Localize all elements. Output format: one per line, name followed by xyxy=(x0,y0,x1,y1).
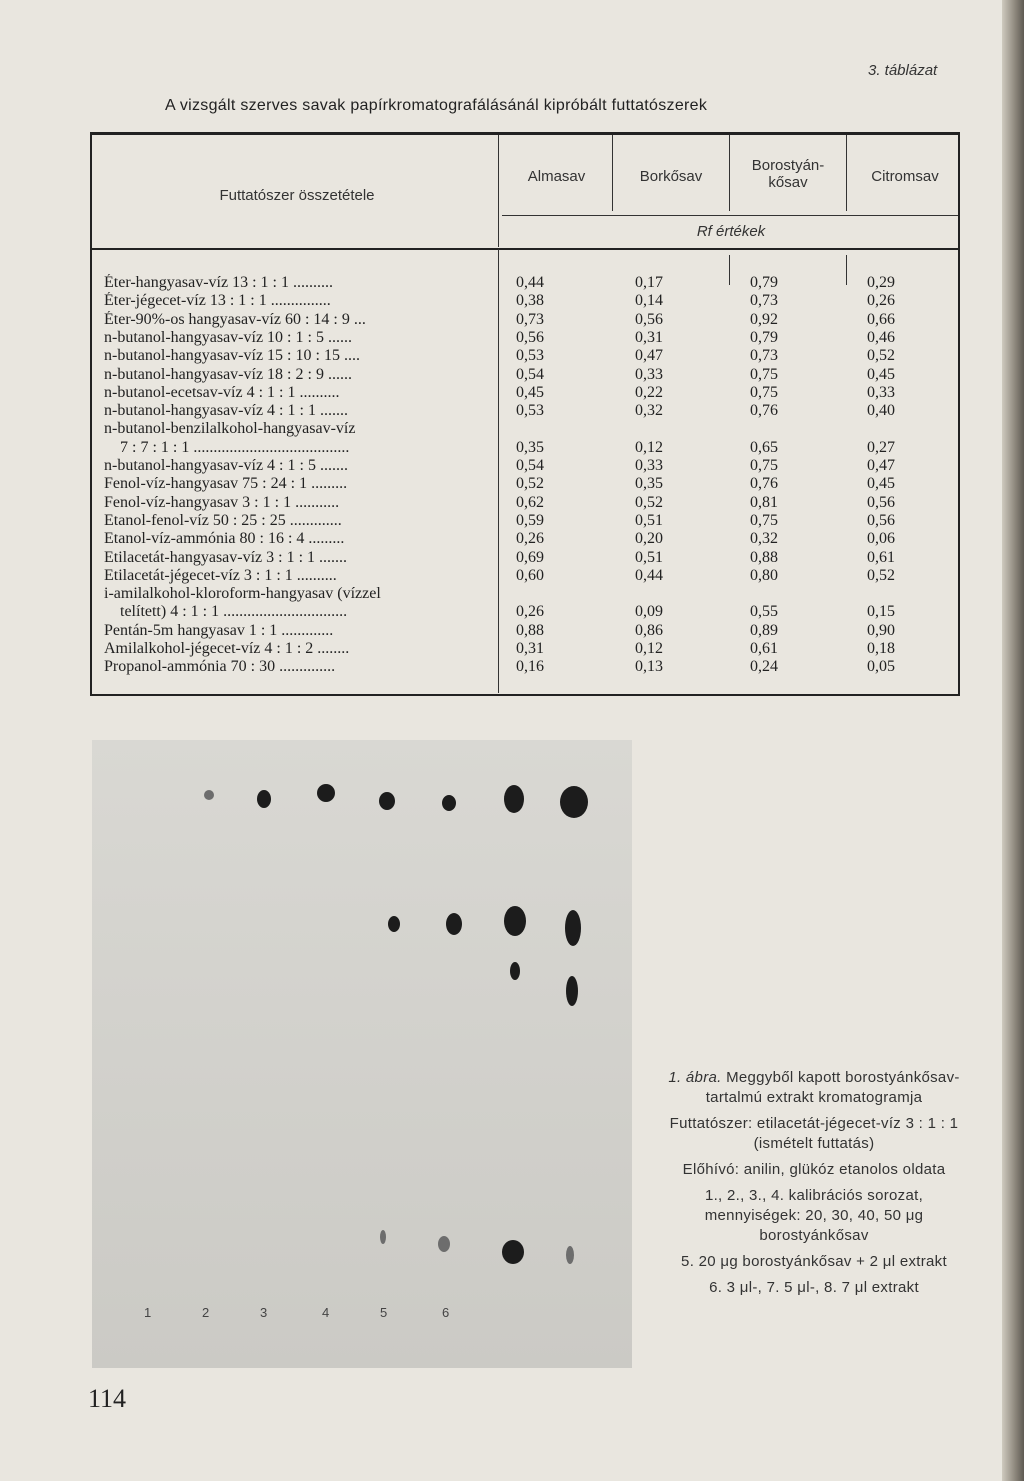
rf-value: 0,65 xyxy=(750,438,778,456)
chromatogram-spot xyxy=(380,1230,386,1244)
chromatogram-spot xyxy=(388,916,400,932)
header-divider xyxy=(729,135,730,211)
table-title: A vizsgált szerves savak papírkromatografálásánál kipróbált futtatószerek xyxy=(165,97,708,114)
solvent-name: n-butanol-hangyasav-víz 15 : 10 : 15 .... xyxy=(104,347,360,365)
rf-value: 0,73 xyxy=(750,347,778,365)
col-header-borostyankosav: Borostyán-kősav xyxy=(751,157,825,191)
rf-value: 0,13 xyxy=(635,658,663,676)
rf-value: 0,52 xyxy=(635,493,663,511)
chromatogram-spot xyxy=(510,962,520,980)
rf-value: 0,88 xyxy=(750,548,778,566)
chromatogram-spot xyxy=(204,790,214,800)
rf-value: 0,16 xyxy=(516,658,544,676)
solvent-name: 7 : 7 : 1 : 1 ....................................... xyxy=(120,438,350,456)
rf-value: 0,44 xyxy=(516,274,544,291)
rf-value: 0,45 xyxy=(867,475,895,493)
rf-value: 0,53 xyxy=(516,402,544,420)
rf-value: 0,75 xyxy=(750,365,778,383)
body-divider xyxy=(729,255,730,285)
rf-value: 0,33 xyxy=(635,457,663,474)
col-header-borkosav: Borkősav xyxy=(639,168,703,185)
solvent-name: Fenol-víz-hangyasav 3 : 1 : 1 ........... xyxy=(104,493,340,511)
rf-value: 0,54 xyxy=(516,457,544,474)
rf-value: 0,32 xyxy=(635,402,663,420)
solvent-name: Propanol-ammónia 70 : 30 .............. xyxy=(104,658,336,676)
rf-value: 0,56 xyxy=(867,493,895,511)
chromatogram-photo xyxy=(92,740,632,1368)
page-edge-shadow xyxy=(1002,0,1024,1481)
col-header-solvent: Futtatószer összetétele xyxy=(219,187,375,204)
rf-value: 0,45 xyxy=(867,365,895,383)
rf-value: 0,20 xyxy=(635,530,663,548)
rf-value: 0,46 xyxy=(867,328,895,346)
rf-value: 0,26 xyxy=(516,603,544,621)
body-divider xyxy=(846,255,847,285)
rf-value: 0,12 xyxy=(635,640,663,657)
caption-sample5: 5. 20 μg borostyánkősav + 2 μl extrakt xyxy=(681,1253,947,1270)
solvent-name: Etanol-fenol-víz 50 : 25 : 25 ............. xyxy=(104,511,342,529)
chromatogram-spot xyxy=(566,1246,574,1264)
rf-value: 0,05 xyxy=(867,658,895,676)
rf-value: 0,31 xyxy=(516,640,544,657)
rf-value: 0,61 xyxy=(867,548,895,566)
lane-label: 5 xyxy=(380,1305,388,1320)
chromatogram-spot xyxy=(379,792,395,810)
rf-value: 0,24 xyxy=(750,658,778,676)
rf-values-header: Rf értékek xyxy=(696,223,766,240)
rf-value: 0,45 xyxy=(516,383,544,401)
lane-label: 4 xyxy=(322,1305,330,1320)
rf-value: 0,52 xyxy=(867,347,895,365)
lane-label: 3 xyxy=(260,1305,268,1320)
rf-value: 0,38 xyxy=(516,292,544,310)
figure-number: 1. ábra. xyxy=(668,1069,722,1086)
caption-title: Meggyből kapott borostyánkősav-tartalmú extrakt kromatogramja xyxy=(705,1069,960,1106)
solvent-name: n-butanol-hangyasav-víz 10 : 1 : 5 ...... xyxy=(104,328,352,346)
chromatogram-spot xyxy=(438,1236,450,1252)
rf-value: 0,55 xyxy=(750,603,778,621)
rf-value: 0,73 xyxy=(750,292,778,310)
header-divider xyxy=(846,135,847,211)
solvent-name: n-butanol-hangyasav-víz 4 : 1 : 5 ....... xyxy=(104,457,348,474)
rf-value: 0,32 xyxy=(750,530,778,548)
rf-value: 0,27 xyxy=(867,438,895,456)
rf-value: 0,33 xyxy=(635,365,663,383)
table-label: 3. táblázat xyxy=(868,62,938,79)
rf-value: 0,26 xyxy=(867,292,895,310)
solvent-name: n-butanol-hangyasav-víz 4 : 1 : 1 ....... xyxy=(104,402,348,420)
rf-value: 0,51 xyxy=(635,511,663,529)
rf-divider xyxy=(502,215,958,216)
rf-value: 0,92 xyxy=(750,310,778,328)
chromatogram-spot xyxy=(442,795,456,811)
rf-value: 0,89 xyxy=(750,621,778,639)
solvent-name: Éter-hangyasav-víz 13 : 1 : 1 .......... xyxy=(104,274,333,291)
rf-value: 0,35 xyxy=(516,438,544,456)
chromatogram-spot xyxy=(446,913,462,935)
lane-label: 2 xyxy=(202,1305,210,1320)
chromatogram-spot xyxy=(257,790,271,808)
chromatogram-spot xyxy=(560,786,588,818)
figure-caption xyxy=(664,1068,964,1304)
solvent-name: Amilalkohol-jégecet-víz 4 : 1 : 2 ........ xyxy=(104,640,350,657)
rf-value: 0,17 xyxy=(635,274,663,291)
rf-value: 0,40 xyxy=(867,402,895,420)
rf-value: 0,54 xyxy=(516,365,544,383)
chromatogram-spot xyxy=(502,1240,524,1264)
rf-value: 0,12 xyxy=(635,438,663,456)
rf-value: 0,62 xyxy=(516,493,544,511)
solvent-name: telített) 4 : 1 : 1 ............................... xyxy=(120,603,348,621)
rf-value: 0,18 xyxy=(867,640,895,657)
rf-value: 0,06 xyxy=(867,530,895,548)
solvent-name: Fenol-víz-hangyasav 75 : 24 : 1 ......... xyxy=(104,475,348,493)
header-bottom-rule xyxy=(92,248,958,250)
rf-value: 0,52 xyxy=(516,475,544,493)
rf-value: 0,51 xyxy=(635,548,663,566)
data-table xyxy=(90,132,960,696)
rf-value: 0,31 xyxy=(635,328,663,346)
rf-value: 0,75 xyxy=(750,383,778,401)
solvent-name: n-butanol-ecetsav-víz 4 : 1 : 1 .......... xyxy=(104,383,340,401)
solvent-name: n-butanol-hangyasav-víz 18 : 2 : 9 ...... xyxy=(104,365,352,383)
rf-value: 0,56 xyxy=(635,310,663,328)
lane-label: 1 xyxy=(144,1305,152,1320)
caption-samples: 6. 3 μl-, 7. 5 μl-, 8. 7 μl extrakt xyxy=(709,1279,919,1296)
rf-value: 0,26 xyxy=(516,530,544,548)
rf-value: 0,22 xyxy=(635,383,663,401)
rf-value: 0,86 xyxy=(635,621,663,639)
rf-value: 0,52 xyxy=(867,566,895,584)
solvent-name: i-amilalkohol-kloroform-hangyasav (vízzel xyxy=(104,585,381,603)
rf-value: 0,59 xyxy=(516,511,544,529)
solvent-name: Etanol-víz-ammónia 80 : 16 : 4 ......... xyxy=(104,530,345,548)
rf-value: 0,66 xyxy=(867,310,895,328)
rf-value: 0,47 xyxy=(635,347,663,365)
rf-value: 0,56 xyxy=(867,511,895,529)
caption-calibration: 1., 2., 3., 4. kalibrációs sorozat, mennyiségek: 20, 30, 40, 50 μg borostyánkősav xyxy=(704,1187,924,1244)
caption-solvent: Futtatószer: etilacetát-jégecet-víz 3 : 1 : 1 (ismételt futtatás) xyxy=(669,1115,959,1152)
col-header-citromsav: Citromsav xyxy=(871,168,939,185)
rf-value: 0,79 xyxy=(750,274,778,291)
solvent-name: Etilacetát-jégecet-víz 3 : 1 : 1 .......... xyxy=(104,566,337,584)
rf-value: 0,29 xyxy=(867,274,895,291)
solvent-name: n-butanol-benzilalkohol-hangyasav-víz xyxy=(104,420,356,438)
rf-value: 0,35 xyxy=(635,475,663,493)
chromatogram-spot xyxy=(317,784,335,802)
page-number: 114 xyxy=(88,1384,127,1413)
header-divider xyxy=(612,135,613,211)
chromatogram-spot xyxy=(566,976,578,1006)
rf-value: 0,47 xyxy=(867,457,895,474)
rf-value: 0,09 xyxy=(635,603,663,621)
chromatogram-spot xyxy=(565,910,581,946)
chromatogram-spot xyxy=(504,785,524,813)
rf-value: 0,90 xyxy=(867,621,895,639)
header-divider xyxy=(498,135,499,247)
rf-value: 0,61 xyxy=(750,640,778,657)
rf-value: 0,75 xyxy=(750,511,778,529)
solvent-name: Pentán-5m hangyasav 1 : 1 ............. xyxy=(104,621,334,639)
rf-value: 0,80 xyxy=(750,566,778,584)
rf-value: 0,33 xyxy=(867,383,895,401)
rf-value: 0,75 xyxy=(750,457,778,474)
lane-label: 6 xyxy=(442,1305,450,1320)
rf-value: 0,56 xyxy=(516,328,544,346)
rf-value: 0,14 xyxy=(635,292,663,310)
rf-value: 0,76 xyxy=(750,402,778,420)
rf-value: 0,60 xyxy=(516,566,544,584)
rf-value: 0,79 xyxy=(750,328,778,346)
rf-value: 0,88 xyxy=(516,621,544,639)
col-header-almasav: Almasav xyxy=(527,168,586,185)
rf-value: 0,76 xyxy=(750,475,778,493)
rf-value: 0,15 xyxy=(867,603,895,621)
caption-developer: Előhívó: anilin, glükóz etanolos oldata xyxy=(682,1161,946,1178)
rf-value: 0,44 xyxy=(635,566,663,584)
solvent-name: Éter-jégecet-víz 13 : 1 : 1 ............... xyxy=(104,292,331,310)
solvent-name: Etilacetát-hangyasav-víz 3 : 1 : 1 ....... xyxy=(104,548,348,566)
rf-value: 0,81 xyxy=(750,493,778,511)
body-divider xyxy=(498,249,499,693)
solvent-name: Éter-90%-os hangyasav-víz 60 : 14 : 9 ... xyxy=(104,310,366,328)
rf-value: 0,53 xyxy=(516,347,544,365)
rf-value: 0,73 xyxy=(516,310,544,328)
rf-value: 0,69 xyxy=(516,548,544,566)
chromatogram-spot xyxy=(504,906,526,936)
